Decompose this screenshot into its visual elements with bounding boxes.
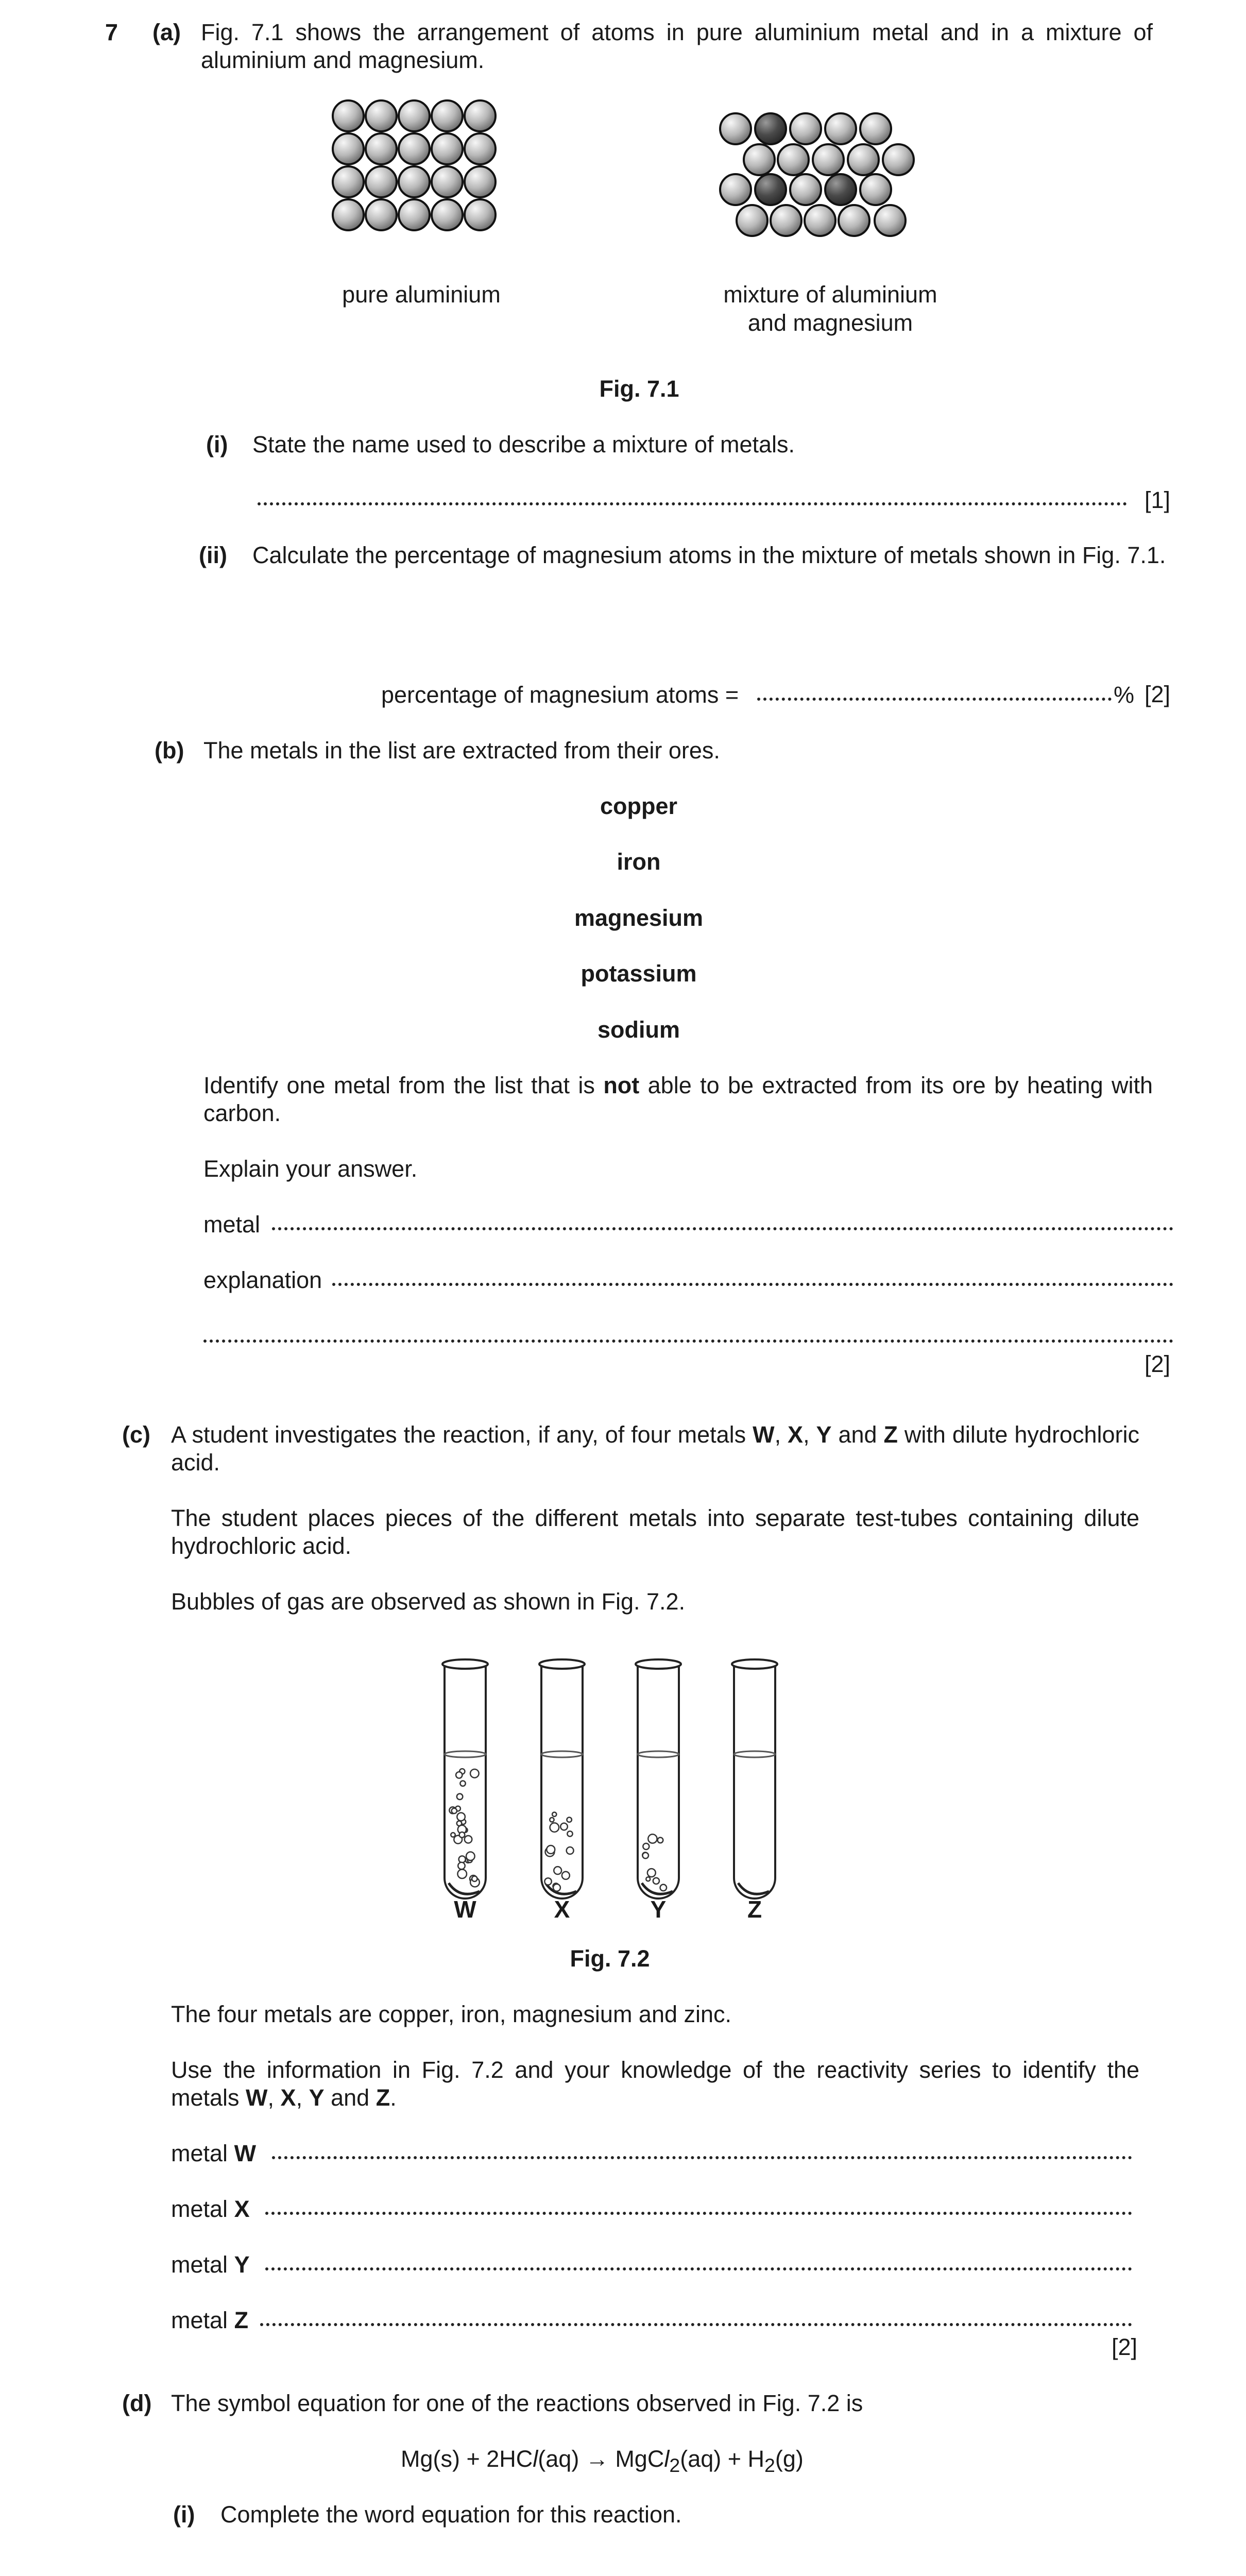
part-a-label: (a) <box>152 19 181 45</box>
metal-sodium: sodium <box>597 1016 680 1043</box>
part-c-paragraph-3: Bubbles of gas are observed as shown in Fig. 7.2. <box>171 1588 686 1615</box>
part-c-label: (c) <box>122 1421 150 1448</box>
answer-line-metal-W[interactable] <box>272 2156 1132 2159</box>
fig-caption-pure-aluminium: pure aluminium <box>342 281 501 308</box>
explanation-label: explanation <box>203 1267 322 1293</box>
symbol-equation: Mg(s) + 2HCl(aq) → MgCl$_2$(aq) + $H_2(g)$ <box>401 2446 804 2476</box>
part-d-label: (d) <box>122 2390 152 2416</box>
tube-label-W: W <box>454 1896 476 1923</box>
part-d-intro: The symbol equation for one of the reactions observed in Fig. 7.2 is <box>171 2390 863 2416</box>
answer-line-metal-Y[interactable] <box>265 2267 1132 2270</box>
test-tube-Y <box>636 1659 681 1923</box>
part-b-instruction: Identify one metal from the list that is not able to be extracted from its ore by heating with carbon. <box>203 1072 1153 1126</box>
fig-7-1-title: Fig. 7.1 <box>599 376 679 402</box>
test-tube-Z <box>732 1659 777 1923</box>
metal-magnesium: magnesium <box>574 905 704 931</box>
part-c-paragraph-2: The student places pieces of the different metals into separate test-tubes containing dilute hydrochloric acid. <box>171 1505 1139 1559</box>
part-b-label: (b) <box>155 737 184 764</box>
part-d-i-text: Complete the word equation for this reaction. <box>220 2501 682 2528</box>
part-c-intro: A student investigates the reaction, if any, of four metals W, X, Y and Z with dilute hydrochloric acid. <box>171 1421 1139 1476</box>
part-d-i-label: (i) <box>173 2501 195 2528</box>
part-a-i-text: State the name used to describe a mixture of metals. <box>252 431 795 457</box>
mark-a-i: [1] <box>1145 487 1171 513</box>
fig-caption-mixture-line1: mixture of aluminium <box>723 281 937 308</box>
metal-Y-label: metal Y <box>171 2251 250 2278</box>
test-tube-W <box>442 1659 488 1923</box>
part-a-ii-label: (ii) <box>199 542 227 568</box>
percent-unit: % <box>1114 682 1135 708</box>
metal-W-label: metal W <box>171 2140 257 2166</box>
part-a-ii-text: Calculate the percentage of magnesium atoms in the mixture of metals shown in Fig. 7.1. <box>252 542 1166 568</box>
part-b-intro: The metals in the list are extracted from their ores. <box>203 737 720 764</box>
metal-potassium: potassium <box>581 960 697 987</box>
fig-caption-mixture-line2: and magnesium <box>747 310 913 336</box>
tube-label-Z: Z <box>747 1896 762 1923</box>
part-b-explain: Explain your answer. <box>203 1156 418 1182</box>
question-number: 7 <box>105 19 118 45</box>
tube-label-X: X <box>554 1896 570 1923</box>
metal-X-label: metal X <box>171 2196 250 2222</box>
tube-label-Y: Y <box>650 1896 667 1923</box>
metal-copper: copper <box>600 793 678 819</box>
part-c-paragraph-5: Use the information in Fig. 7.2 and your knowledge of the reactivity series to identify the metals W, X, Y and Z. <box>171 2057 1139 2111</box>
part-c-paragraph-4: The four metals are copper, iron, magnesium and zinc. <box>171 2001 732 2027</box>
answer-line-metal-X[interactable] <box>265 2212 1132 2215</box>
mark-a-ii: [2] <box>1145 681 1171 707</box>
metal-Z-label: metal Z <box>171 2307 249 2333</box>
metal-iron: iron <box>617 849 661 875</box>
metal-label: metal <box>203 1211 261 1238</box>
answer-line-metal-Z[interactable] <box>260 2323 1132 2326</box>
mark-b: [2] <box>1145 1351 1171 1377</box>
part-a-intro: Fig. 7.1 shows the arrangement of atoms in pure aluminium metal and in a mixture of aluminium and magnesium. <box>201 19 1153 73</box>
fig-7-2-title: Fig. 7.2 <box>570 1945 650 1972</box>
mark-c: [2] <box>1112 2334 1138 2360</box>
test-tube-X <box>539 1659 585 1923</box>
percentage-label: percentage of magnesium atoms = <box>381 682 739 708</box>
part-a-i-label: (i) <box>206 431 228 457</box>
